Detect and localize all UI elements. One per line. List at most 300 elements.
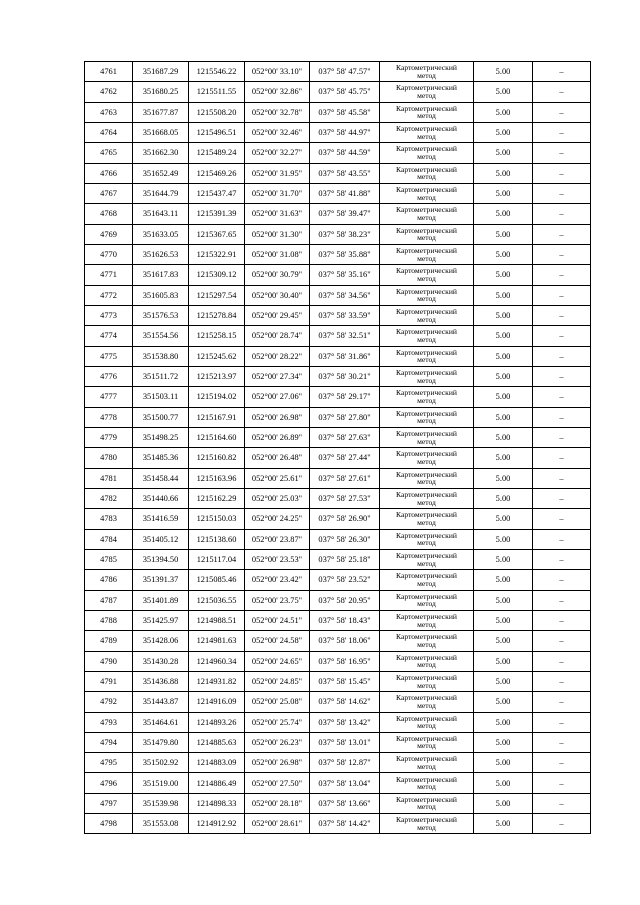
description-cell: – <box>533 468 591 488</box>
method-line-1: Картометрический <box>396 164 457 174</box>
longitude-cell: 037° 58' 27.63" <box>310 427 380 447</box>
x-coordinate-cell: 351416.59 <box>133 509 189 529</box>
latitude-cell: 052°00' 24.51" <box>245 610 310 630</box>
y-coordinate-cell: 1214931.82 <box>189 671 245 691</box>
x-coordinate-cell: 351440.66 <box>133 488 189 508</box>
description-cell: – <box>533 62 591 82</box>
table-row <box>85 712 591 732</box>
point-number-cell: 4772 <box>85 285 133 305</box>
method-cell <box>380 183 474 203</box>
table-row <box>85 366 591 386</box>
point-number-cell: 4783 <box>85 509 133 529</box>
method-line-1: Картометрический <box>396 83 457 93</box>
latitude-cell: 052°00' 25.74" <box>245 712 310 732</box>
method-cell <box>380 407 474 427</box>
latitude-cell: 052°00' 24.85" <box>245 671 310 691</box>
precision-cell: 5.00 <box>474 448 533 468</box>
point-number-cell: 4764 <box>85 122 133 142</box>
method-cell <box>380 244 474 264</box>
latitude-cell: 052°00' 28.74" <box>245 326 310 346</box>
method-line-2: метод <box>417 700 436 710</box>
method-line-2: метод <box>417 721 436 731</box>
table-row <box>85 448 591 468</box>
y-coordinate-cell: 1215546.22 <box>189 62 245 82</box>
y-coordinate-cell: 1214960.34 <box>189 651 245 671</box>
precision-cell: 5.00 <box>474 204 533 224</box>
method-cell <box>380 448 474 468</box>
description-cell: – <box>533 692 591 712</box>
point-number-cell: 4768 <box>85 204 133 224</box>
description-cell: – <box>533 183 591 203</box>
y-coordinate-cell: 1215138.60 <box>189 529 245 549</box>
description-cell: – <box>533 793 591 813</box>
precision-cell: 5.00 <box>474 305 533 325</box>
description-cell: – <box>533 488 591 508</box>
y-coordinate-cell: 1215150.03 <box>189 509 245 529</box>
description-cell: – <box>533 773 591 793</box>
latitude-cell: 052°00' 31.63" <box>245 204 310 224</box>
method-cell <box>380 427 474 447</box>
x-coordinate-cell: 351605.83 <box>133 285 189 305</box>
description-cell: – <box>533 814 591 834</box>
precision-cell: 5.00 <box>474 651 533 671</box>
y-coordinate-cell: 1215194.02 <box>189 387 245 407</box>
method-line-2: метод <box>417 578 436 588</box>
y-coordinate-cell: 1215391.39 <box>189 204 245 224</box>
precision-cell: 5.00 <box>474 427 533 447</box>
longitude-cell: 037° 58' 25.18" <box>310 549 380 569</box>
y-coordinate-cell: 1214988.51 <box>189 610 245 630</box>
method-line-1: Картометрический <box>396 489 457 499</box>
method-line-2: метод <box>417 822 436 832</box>
table-row <box>85 285 591 305</box>
x-coordinate-cell: 351425.97 <box>133 610 189 630</box>
y-coordinate-cell: 1215297.54 <box>189 285 245 305</box>
latitude-cell: 052°00' 31.08" <box>245 244 310 264</box>
point-number-cell: 4775 <box>85 346 133 366</box>
x-coordinate-cell: 351428.06 <box>133 631 189 651</box>
coordinates-table <box>84 61 591 834</box>
x-coordinate-cell: 351680.25 <box>133 82 189 102</box>
y-coordinate-cell: 1215437.47 <box>189 183 245 203</box>
table-row <box>85 183 591 203</box>
x-coordinate-cell: 351485.36 <box>133 448 189 468</box>
method-cell <box>380 122 474 142</box>
description-cell: – <box>533 590 591 610</box>
precision-cell: 5.00 <box>474 488 533 508</box>
description-cell: – <box>533 427 591 447</box>
method-line-2: метод <box>417 802 436 812</box>
method-cell <box>380 590 474 610</box>
method-line-1: Картометрический <box>396 449 457 459</box>
latitude-cell: 052°00' 30.40" <box>245 285 310 305</box>
precision-cell: 5.00 <box>474 590 533 610</box>
y-coordinate-cell: 1214893.26 <box>189 712 245 732</box>
method-line-2: метод <box>417 151 436 161</box>
y-coordinate-cell: 1214898.33 <box>189 793 245 813</box>
longitude-cell: 037° 58' 44.59" <box>310 143 380 163</box>
point-number-cell: 4798 <box>85 814 133 834</box>
point-number-cell: 4791 <box>85 671 133 691</box>
longitude-cell: 037° 58' 47.57" <box>310 62 380 82</box>
point-number-cell: 4794 <box>85 732 133 752</box>
method-line-1: Картометрический <box>396 103 457 113</box>
precision-cell: 5.00 <box>474 163 533 183</box>
table-row <box>85 570 591 590</box>
longitude-cell: 037° 58' 18.06" <box>310 631 380 651</box>
method-line-1: Картометрический <box>396 754 457 764</box>
description-cell: – <box>533 163 591 183</box>
method-cell <box>380 631 474 651</box>
x-coordinate-cell: 351617.83 <box>133 265 189 285</box>
x-coordinate-cell: 351554.56 <box>133 326 189 346</box>
longitude-cell: 037° 58' 27.61" <box>310 468 380 488</box>
point-number-cell: 4787 <box>85 590 133 610</box>
method-line-2: метод <box>417 497 436 507</box>
table-row <box>85 82 591 102</box>
precision-cell: 5.00 <box>474 773 533 793</box>
latitude-cell: 052°00' 25.08" <box>245 692 310 712</box>
description-cell: – <box>533 82 591 102</box>
table-row <box>85 204 591 224</box>
method-cell <box>380 305 474 325</box>
y-coordinate-cell: 1215258.15 <box>189 326 245 346</box>
method-line-2: метод <box>417 212 436 222</box>
point-number-cell: 4777 <box>85 387 133 407</box>
precision-cell: 5.00 <box>474 82 533 102</box>
latitude-cell: 052°00' 24.25" <box>245 509 310 529</box>
table-row <box>85 814 591 834</box>
x-coordinate-cell: 351539.98 <box>133 793 189 813</box>
latitude-cell: 052°00' 25.03" <box>245 488 310 508</box>
method-line-1: Картометрический <box>396 286 457 296</box>
method-line-2: метод <box>417 314 436 324</box>
method-line-1: Картометрический <box>396 408 457 418</box>
y-coordinate-cell: 1215309.12 <box>189 265 245 285</box>
x-coordinate-cell: 351443.87 <box>133 692 189 712</box>
latitude-cell: 052°00' 26.48" <box>245 448 310 468</box>
method-line-1: Картометрический <box>396 510 457 520</box>
longitude-cell: 037° 58' 13.01" <box>310 732 380 752</box>
y-coordinate-cell: 1214883.09 <box>189 753 245 773</box>
precision-cell: 5.00 <box>474 549 533 569</box>
method-cell <box>380 468 474 488</box>
description-cell: – <box>533 387 591 407</box>
latitude-cell: 052°00' 26.98" <box>245 753 310 773</box>
description-cell: – <box>533 407 591 427</box>
method-cell <box>380 773 474 793</box>
longitude-cell: 037° 58' 32.51" <box>310 326 380 346</box>
x-coordinate-cell: 351662.30 <box>133 143 189 163</box>
x-coordinate-cell: 351464.61 <box>133 712 189 732</box>
point-number-cell: 4784 <box>85 529 133 549</box>
method-line-2: метод <box>417 131 436 141</box>
method-line-2: метод <box>417 436 436 446</box>
method-line-1: Картометрический <box>396 327 457 337</box>
method-line-1: Картометрический <box>396 63 457 73</box>
y-coordinate-cell: 1215160.82 <box>189 448 245 468</box>
description-cell: – <box>533 326 591 346</box>
method-line-2: метод <box>417 538 436 548</box>
description-cell: – <box>533 732 591 752</box>
point-number-cell: 4786 <box>85 570 133 590</box>
table-row <box>85 488 591 508</box>
precision-cell: 5.00 <box>474 285 533 305</box>
method-line-1: Картометрический <box>396 591 457 601</box>
method-cell <box>380 346 474 366</box>
table-row <box>85 62 591 82</box>
longitude-cell: 037° 58' 43.55" <box>310 163 380 183</box>
method-cell <box>380 529 474 549</box>
method-line-2: метод <box>417 273 436 283</box>
x-coordinate-cell: 351436.88 <box>133 671 189 691</box>
point-number-cell: 4790 <box>85 651 133 671</box>
method-line-1: Картометрический <box>396 469 457 479</box>
method-line-2: метод <box>417 680 436 690</box>
method-cell <box>380 793 474 813</box>
latitude-cell: 052°00' 28.61" <box>245 814 310 834</box>
point-number-cell: 4767 <box>85 183 133 203</box>
precision-cell: 5.00 <box>474 529 533 549</box>
description-cell: – <box>533 305 591 325</box>
precision-cell: 5.00 <box>474 265 533 285</box>
y-coordinate-cell: 1215163.96 <box>189 468 245 488</box>
x-coordinate-cell: 351687.29 <box>133 62 189 82</box>
method-cell <box>380 570 474 590</box>
point-number-cell: 4773 <box>85 305 133 325</box>
latitude-cell: 052°00' 32.27" <box>245 143 310 163</box>
table-row <box>85 143 591 163</box>
table-row <box>85 610 591 630</box>
x-coordinate-cell: 351626.53 <box>133 244 189 264</box>
latitude-cell: 052°00' 26.23" <box>245 732 310 752</box>
point-number-cell: 4765 <box>85 143 133 163</box>
method-line-2: метод <box>417 294 436 304</box>
point-number-cell: 4766 <box>85 163 133 183</box>
description-cell: – <box>533 265 591 285</box>
longitude-cell: 037° 58' 23.52" <box>310 570 380 590</box>
longitude-cell: 037° 58' 14.62" <box>310 692 380 712</box>
y-coordinate-cell: 1215167.91 <box>189 407 245 427</box>
latitude-cell: 052°00' 27.06" <box>245 387 310 407</box>
method-line-2: метод <box>417 70 436 80</box>
latitude-cell: 052°00' 33.10" <box>245 62 310 82</box>
method-line-1: Картометрический <box>396 713 457 723</box>
longitude-cell: 037° 58' 29.17" <box>310 387 380 407</box>
precision-cell: 5.00 <box>474 712 533 732</box>
method-line-2: метод <box>417 741 436 751</box>
y-coordinate-cell: 1215469.26 <box>189 163 245 183</box>
y-coordinate-cell: 1214885.63 <box>189 732 245 752</box>
precision-cell: 5.00 <box>474 753 533 773</box>
y-coordinate-cell: 1214886.49 <box>189 773 245 793</box>
method-line-2: метод <box>417 639 436 649</box>
table-row <box>85 793 591 813</box>
latitude-cell: 052°00' 26.89" <box>245 427 310 447</box>
precision-cell: 5.00 <box>474 366 533 386</box>
description-cell: – <box>533 122 591 142</box>
description-cell: – <box>533 712 591 732</box>
x-coordinate-cell: 351394.50 <box>133 549 189 569</box>
method-cell <box>380 82 474 102</box>
longitude-cell: 037° 58' 38.23" <box>310 224 380 244</box>
method-line-1: Картометрический <box>396 266 457 276</box>
x-coordinate-cell: 351519.00 <box>133 773 189 793</box>
latitude-cell: 052°00' 23.87" <box>245 529 310 549</box>
method-cell <box>380 488 474 508</box>
x-coordinate-cell: 351503.11 <box>133 387 189 407</box>
method-line-1: Картометрический <box>396 611 457 621</box>
point-number-cell: 4781 <box>85 468 133 488</box>
longitude-cell: 037° 58' 35.88" <box>310 244 380 264</box>
table-row <box>85 549 591 569</box>
table-row <box>85 163 591 183</box>
y-coordinate-cell: 1215496.51 <box>189 122 245 142</box>
method-line-1: Картометрический <box>396 185 457 195</box>
precision-cell: 5.00 <box>474 143 533 163</box>
latitude-cell: 052°00' 32.46" <box>245 122 310 142</box>
precision-cell: 5.00 <box>474 326 533 346</box>
x-coordinate-cell: 351391.37 <box>133 570 189 590</box>
method-line-2: метод <box>417 761 436 771</box>
latitude-cell: 052°00' 31.30" <box>245 224 310 244</box>
method-cell <box>380 326 474 346</box>
method-line-1: Картометрический <box>396 530 457 540</box>
x-coordinate-cell: 351652.49 <box>133 163 189 183</box>
method-cell <box>380 610 474 630</box>
method-line-2: метод <box>417 90 436 100</box>
method-line-2: метод <box>417 782 436 792</box>
latitude-cell: 052°00' 25.61" <box>245 468 310 488</box>
description-cell: – <box>533 366 591 386</box>
x-coordinate-cell: 351430.28 <box>133 651 189 671</box>
y-coordinate-cell: 1214912.92 <box>189 814 245 834</box>
longitude-cell: 037° 58' 16.95" <box>310 651 380 671</box>
method-line-2: метод <box>417 172 436 182</box>
table-row <box>85 468 591 488</box>
x-coordinate-cell: 351576.53 <box>133 305 189 325</box>
latitude-cell: 052°00' 27.50" <box>245 773 310 793</box>
description-cell: – <box>533 448 591 468</box>
point-number-cell: 4792 <box>85 692 133 712</box>
table-row <box>85 671 591 691</box>
x-coordinate-cell: 351553.08 <box>133 814 189 834</box>
method-cell <box>380 163 474 183</box>
latitude-cell: 052°00' 31.95" <box>245 163 310 183</box>
x-coordinate-cell: 351511.72 <box>133 366 189 386</box>
method-line-2: метод <box>417 355 436 365</box>
table-row <box>85 692 591 712</box>
table-row <box>85 529 591 549</box>
latitude-cell: 052°00' 30.79" <box>245 265 310 285</box>
precision-cell: 5.00 <box>474 387 533 407</box>
method-line-1: Картометрический <box>396 571 457 581</box>
description-cell: – <box>533 610 591 630</box>
point-number-cell: 4782 <box>85 488 133 508</box>
method-line-1: Картометрический <box>396 774 457 784</box>
x-coordinate-cell: 351458.44 <box>133 468 189 488</box>
table-row <box>85 732 591 752</box>
point-number-cell: 4780 <box>85 448 133 468</box>
method-line-2: метод <box>417 233 436 243</box>
precision-cell: 5.00 <box>474 610 533 630</box>
method-cell <box>380 285 474 305</box>
y-coordinate-cell: 1215245.62 <box>189 346 245 366</box>
longitude-cell: 037° 58' 12.87" <box>310 753 380 773</box>
longitude-cell: 037° 58' 13.04" <box>310 773 380 793</box>
y-coordinate-cell: 1215322.91 <box>189 244 245 264</box>
method-line-1: Картометрический <box>396 307 457 316</box>
x-coordinate-cell: 351644.79 <box>133 183 189 203</box>
method-line-1: Картометрический <box>396 632 457 642</box>
method-line-1: Картометрический <box>396 652 457 662</box>
y-coordinate-cell: 1215164.60 <box>189 427 245 447</box>
point-number-cell: 4762 <box>85 82 133 102</box>
longitude-cell: 037° 58' 15.45" <box>310 671 380 691</box>
y-coordinate-cell: 1215085.46 <box>189 570 245 590</box>
latitude-cell: 052°00' 24.65" <box>245 651 310 671</box>
latitude-cell: 052°00' 24.58" <box>245 631 310 651</box>
longitude-cell: 037° 58' 14.42" <box>310 814 380 834</box>
method-line-2: метод <box>417 375 436 385</box>
y-coordinate-cell: 1214981.63 <box>189 631 245 651</box>
method-cell <box>380 712 474 732</box>
method-line-2: метод <box>417 111 436 121</box>
longitude-cell: 037° 58' 31.86" <box>310 346 380 366</box>
latitude-cell: 052°00' 27.34" <box>245 366 310 386</box>
description-cell: – <box>533 285 591 305</box>
method-line-1: Картометрический <box>396 225 457 235</box>
longitude-cell: 037° 58' 27.53" <box>310 488 380 508</box>
longitude-cell: 037° 58' 30.21" <box>310 366 380 386</box>
x-coordinate-cell: 351633.05 <box>133 224 189 244</box>
point-number-cell: 4761 <box>85 62 133 82</box>
method-line-1: Картометрический <box>396 246 457 256</box>
point-number-cell: 4774 <box>85 326 133 346</box>
longitude-cell: 037° 58' 35.16" <box>310 265 380 285</box>
point-number-cell: 4778 <box>85 407 133 427</box>
description-cell: – <box>533 204 591 224</box>
precision-cell: 5.00 <box>474 122 533 142</box>
point-number-cell: 4793 <box>85 712 133 732</box>
method-line-1: Картометрический <box>396 733 457 743</box>
method-line-2: метод <box>417 558 436 568</box>
method-cell <box>380 509 474 529</box>
method-cell <box>380 102 474 122</box>
method-cell <box>380 224 474 244</box>
point-number-cell: 4789 <box>85 631 133 651</box>
point-number-cell: 4769 <box>85 224 133 244</box>
precision-cell: 5.00 <box>474 468 533 488</box>
description-cell: – <box>533 549 591 569</box>
table-row <box>85 407 591 427</box>
method-line-2: метод <box>417 599 436 609</box>
method-cell <box>380 753 474 773</box>
precision-cell: 5.00 <box>474 346 533 366</box>
point-number-cell: 4770 <box>85 244 133 264</box>
method-line-1: Картометрический <box>396 428 457 438</box>
point-number-cell: 4785 <box>85 549 133 569</box>
point-number-cell: 4771 <box>85 265 133 285</box>
table-row <box>85 122 591 142</box>
latitude-cell: 052°00' 32.86" <box>245 82 310 102</box>
method-line-2: метод <box>417 456 436 466</box>
latitude-cell: 052°00' 26.98" <box>245 407 310 427</box>
x-coordinate-cell: 351401.89 <box>133 590 189 610</box>
longitude-cell: 037° 58' 13.66" <box>310 793 380 813</box>
precision-cell: 5.00 <box>474 732 533 752</box>
description-cell: – <box>533 753 591 773</box>
